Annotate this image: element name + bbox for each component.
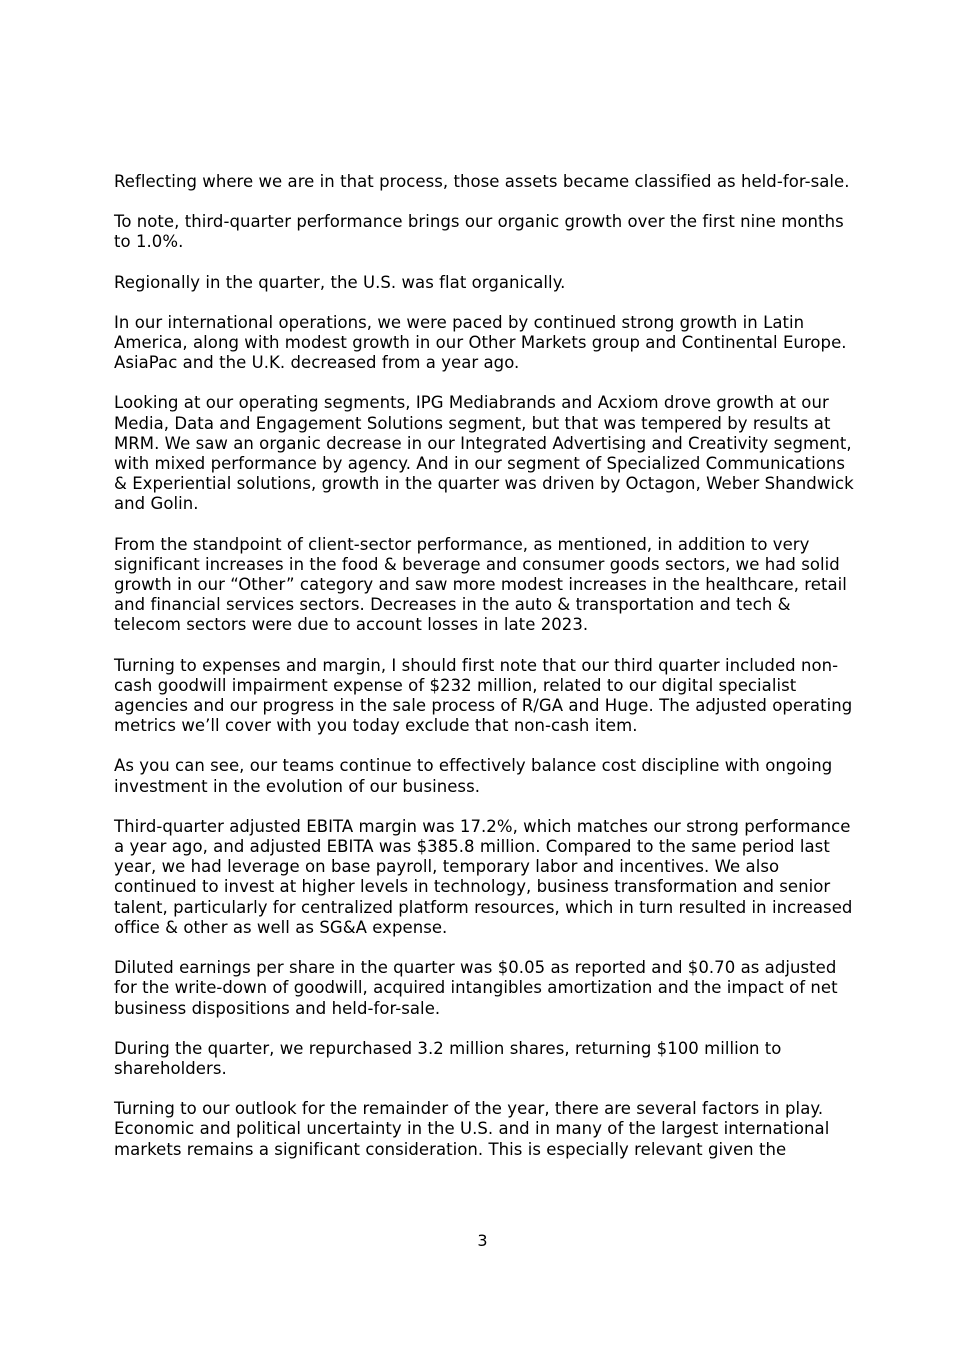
paragraph-us-regional: Regionally in the quarter, the U.S. was flat organically. (114, 272, 566, 292)
paragraph-outlook: Turning to our outlook for the remainder of the year, there are several factors in play. Economic and political uncertainty in the U.S. and in many of the largest international markets remains a significant consideration. This is especially relevant given the (114, 1099, 830, 1159)
paragraph-held-for-sale: Reflecting where we are in that process, those assets became classified as held-for-sale. (114, 172, 850, 191)
paragraph-international: In our international operations, we were paced by continued strong growth in Latin America, along with modest growth in our Other Markets group and Continental Europe. AsiaPac and the U.K. decreased from a year ago. (114, 312, 847, 373)
paragraph-expenses-margin: Turning to expenses and margin, I should first note that our third quarter included non-cash goodwill impairment expense of $232 million, related to our digital specialist agencies and our progress in the sale process of R/GA and Huge. The adjusted operating metrics we’ll cover with you today exclude that non-cash item. (114, 655, 853, 736)
page-number: 3 (477, 1231, 488, 1250)
paragraph-ebita-margin: Third-quarter adjusted EBITA margin was 17.2%, which matches our strong performance a year ago, and adjusted EBITA was $385.8 million. Compared to the same period last year, we had leverage on base payroll, temporary labor and incentives. We also continued to invest at higher levels in technology, business transformation and senior talent, particularly for centralized platform resources, which in turn resulted in increased office & other as well as SG&A expense. (114, 816, 853, 937)
paragraph-share-repurchase: During the quarter, we repurchased 3.2 million shares, returning $100 million to shareholders. (114, 1038, 782, 1078)
paragraph-diluted-eps: Diluted earnings per share in the quarter was $0.05 as reported and $0.70 as adjusted for the write-down of goodwill, acquired intangibles amortization and the impact of net business dispositions and held-for-sale. (114, 958, 838, 1018)
paragraph-operating-segments: Looking at our operating segments, IPG Mediabrands and Acxiom drove growth at our Media, Data and Engagement Solutions segment, but that was tempered by results at MRM. We saw an organic decrease in our Integrated Advertising and Creativity segment, with mixed performance by agency. And in our segment of Specialized Communications & Experiential solutions, growth in the quarter was driven by Octagon, Weber Shandwick and Golin. (114, 393, 854, 514)
paragraph-organic-growth: To note, third-quarter performance brings our organic growth over the first nine months to 1.0%. (114, 212, 844, 252)
paragraph-client-sector: From the standpoint of client-sector performance, as mentioned, in addition to very significant increases in the food & beverage and consumer goods sectors, we had solid growth in our “Other” category and saw more modest increases in the healthcare, retail and financial services sectors. Decreases in the auto & transportation and tech & telecom sectors were due to account losses in late 2023. (114, 534, 847, 635)
paragraph-cost-discipline: As you can see, our teams continue to effectively balance cost discipline with ongoing investment in the evolution of our business. (114, 756, 833, 796)
document-body (114, 172, 856, 1180)
